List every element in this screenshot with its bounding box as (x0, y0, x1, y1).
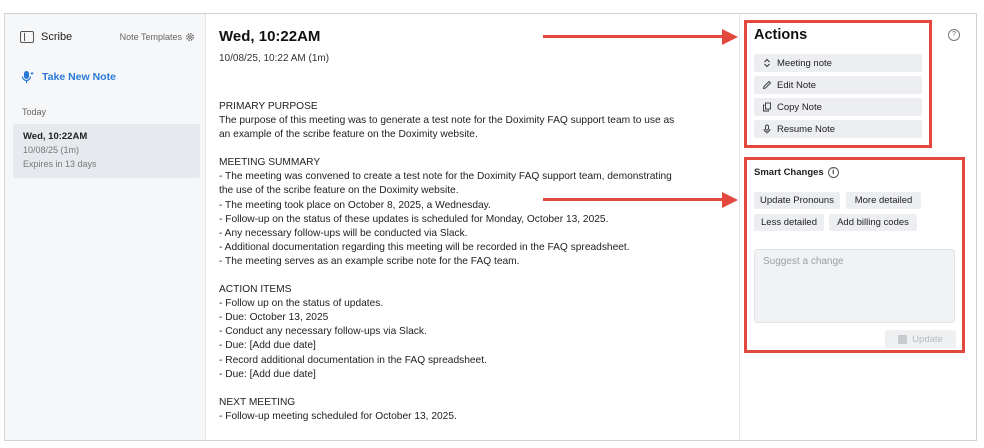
resume-note-label: Resume Note (777, 123, 836, 135)
note-body (219, 100, 724, 424)
note-title: Wed, 10:22AM (219, 28, 321, 45)
note-line: - Additional documentation regarding this meeting will be recorded in the FAQ spreadsheet. (219, 241, 630, 253)
note-meta: 10/08/25, 10:22 AM (1m) (219, 53, 330, 64)
actions-title: Actions (754, 27, 808, 43)
note-line: NEXT MEETING (219, 396, 296, 408)
annotation-arrow-line (543, 198, 725, 201)
note-line: - Due: October 13, 2025 (219, 312, 329, 324)
annotation-box-smart-changes (744, 157, 965, 353)
note-item-title: Wed, 10:22AM (23, 131, 88, 142)
sidebar-header (20, 28, 195, 46)
paragraph-gap (219, 142, 724, 156)
note-line: MEETING SUMMARY (219, 157, 321, 169)
note-line: - The meeting took place on October 8, 2025, a Wednesday. (219, 199, 491, 211)
note-line: - The meeting was convened to create a test note for the Doximity FAQ support team, demonstrating (219, 171, 672, 183)
take-new-note-button[interactable] (21, 70, 116, 84)
section-label-today: Today (22, 107, 47, 117)
more-detailed-chip[interactable]: More detailed (846, 192, 921, 209)
less-detailed-chip[interactable]: Less detailed (754, 214, 824, 231)
note-line: the use of the scribe feature on the Doximity website. (219, 185, 459, 197)
note-line: an example of the scribe feature on the Doximity website. (219, 129, 478, 141)
annotation-arrow-head (722, 192, 738, 208)
gear-icon (185, 32, 195, 42)
suggest-change-input[interactable]: Suggest a change (754, 249, 955, 323)
note-line: PRIMARY PURPOSE (219, 101, 318, 112)
edit-note-label: Edit Note (777, 79, 817, 91)
copy-note-label: Copy Note (777, 101, 822, 113)
app-title: Scribe (41, 31, 73, 43)
note-line: ACTION ITEMS (219, 284, 292, 296)
note-item-subtitle: 10/08/25 (1m) (23, 145, 80, 155)
info-icon[interactable]: i (828, 167, 839, 178)
smart-changes-label: Smart Changes (754, 167, 824, 178)
update-pronouns-chip[interactable]: Update Pronouns (754, 192, 840, 209)
add-billing-codes-chip[interactable]: Add billing codes (829, 214, 917, 231)
paragraph-gap (219, 269, 724, 283)
microphone-icon (21, 70, 35, 84)
help-icon[interactable]: ? (948, 29, 960, 41)
paragraph-gap (219, 382, 724, 396)
note-line: - Follow up on the status of updates. (219, 298, 384, 310)
note-item-expires: Expires in 13 days (23, 159, 97, 169)
note-list-item[interactable] (13, 124, 200, 178)
note-line: - Record additional documentation in the FAQ spreadsheet. (219, 354, 487, 366)
sidebar (5, 14, 206, 440)
note-templates-link[interactable] (120, 32, 195, 42)
note-line: - Follow-up meeting scheduled for October 13, 2025. (219, 410, 457, 422)
annotation-arrow-head (722, 29, 738, 45)
annotation-box-actions (744, 20, 932, 148)
annotation-arrow-line (543, 35, 725, 38)
meeting-note-label: Meeting note (777, 57, 832, 69)
note-line: - Any necessary follow-ups will be conducted via Slack. (219, 227, 468, 239)
take-new-note-label: Take New Note (42, 71, 116, 83)
note-line: The purpose of this meeting was to generate a test note for the Doximity FAQ support team to use as (219, 115, 675, 127)
note-content (206, 14, 738, 440)
sidebar-toggle-icon[interactable] (20, 31, 34, 43)
note-line: - The meeting serves as an example scribe note for the FAQ team. (219, 255, 520, 267)
note-line: - Follow-up on the status of these updates is scheduled for Monday, October 13, 2025. (219, 213, 609, 225)
note-line: - Conduct any necessary follow-ups via Slack. (219, 326, 427, 338)
note-line: - Due: [Add due date] (219, 340, 316, 352)
note-line: - Due: [Add due date] (219, 368, 316, 380)
update-label: Update (912, 333, 943, 345)
note-templates-label: Note Templates (119, 32, 182, 42)
